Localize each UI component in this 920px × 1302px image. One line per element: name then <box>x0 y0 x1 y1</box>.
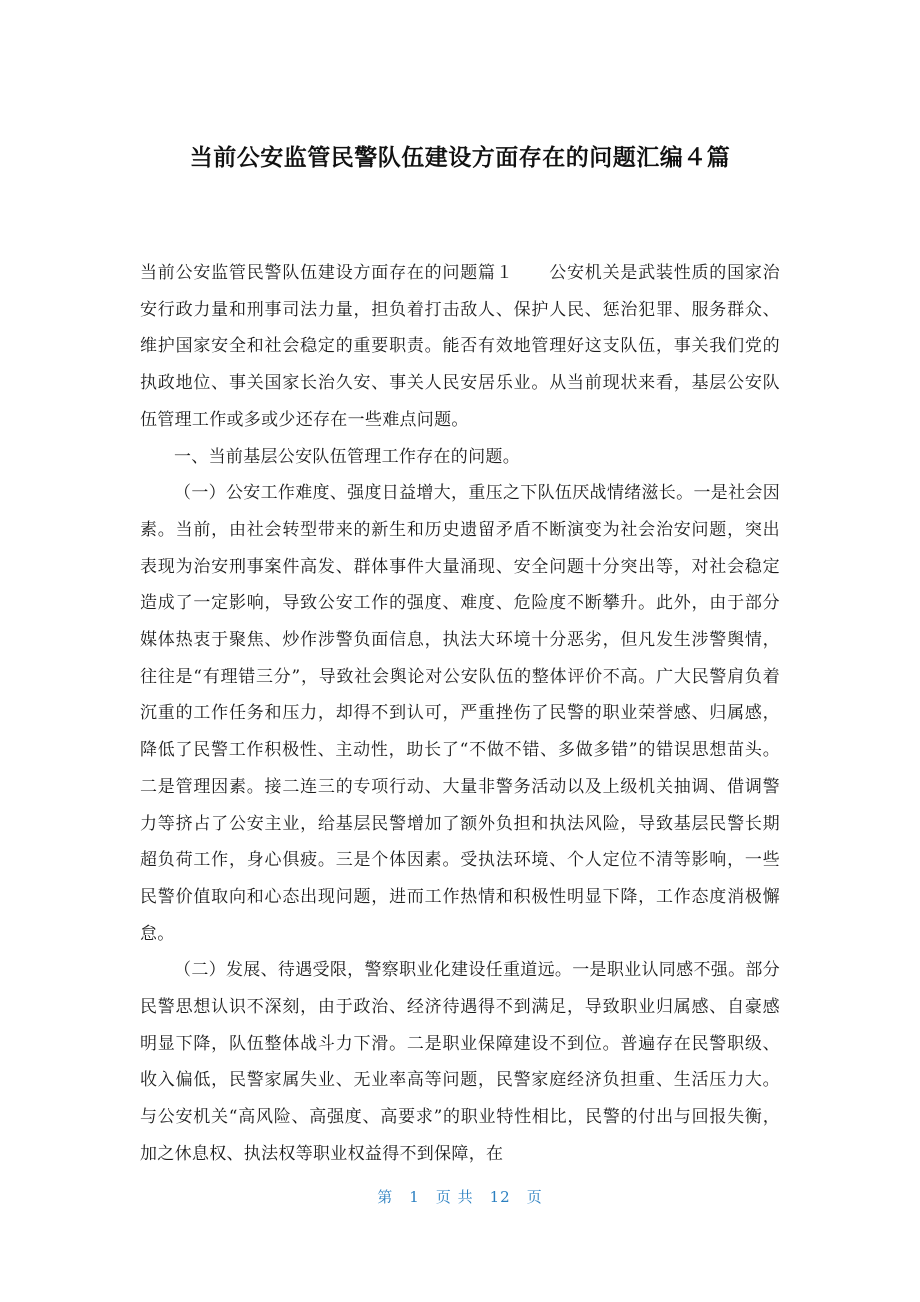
page-footer <box>0 1186 920 1207</box>
document-body <box>140 255 780 1173</box>
footer-current-page: 1 <box>409 1188 420 1206</box>
paragraph-point-one: （一）公安工作难度、强度日益增大，重压之下队伍厌战情绪滋长。一是社会因素。当前，由社会转型带来的新生和历史遗留矛盾不断演变为社会治安问题，突出表现为治安刑事案件高发、群体事件大量涌现、安全问题十分突出等，对社会稳定造成了一定影响，导致公安工作的强度、难度、危险度不断攀升。此外，由于部分媒体热衷于聚焦、炒作涉警负面信息，执法大环境十分恶劣，但凡发生涉警舆情，往往是“有理错三分”，导致社会舆论对公安队伍的整体评价不高。广大民警肩负着沉重的工作任务和压力，却得不到认可，严重挫伤了民警的职业荣誉感、归属感，降低了民警工作积极性、主动性，助长了“不做不错、多做多错”的错误思想苗头。二是管理因素。接二连三的专项行动、大量非警务活动以及上级机关抽调、借调警力等挤占了公安主业，给基层民警增加了额外负担和执法风险，导致基层民警长期超负荷工作，身心俱疲。三是个体因素。受执法环境、个人定位不清等影响，一些民警价值取向和心态出现问题，进而工作热情和积极性明显下降，工作态度消极懈怠。 <box>140 483 780 944</box>
paragraph-intro: 当前公安监管民警队伍建设方面存在的问题篇１ 公安机关是武装性质的国家治安行政力量和刑事司法力量，担负着打击敌人、保护人民、惩治犯罪、服务群众、维护国家安全和社会稳定的重要职责。能否有效地管理好这支队伍，事关我们党的执政地位、事关国家长治久安、事关人民安居乐业。从当前现状来看，基层公安队伍管理工作或多或少还存在一些难点问题。 <box>140 263 780 430</box>
footer-suffix: 页 <box>526 1188 543 1206</box>
footer-mid: 页 共 <box>435 1188 474 1206</box>
paragraph-point-two: （二）发展、待遇受限，警察职业化建设任重道远。一是职业认同感不强。部分民警思想认识不深刻，由于政治、经济待遇得不到满足，导致职业归属感、自豪感明显下降，队伍整体战斗力下滑。二是职业保障建设不到位。普遍存在民警职级、收入偏低，民警家属失业、无业率高等问题，民警家庭经济负担重、生活压力大。与公安机关“高风险、高强度、高要求”的职业特性相比，民警的付出与回报失衡，加之休息权、执法权等职业权益得不到保障，在 <box>140 960 780 1164</box>
paragraph-section-heading: 一、当前基层公安队伍管理工作存在的问题。 <box>174 446 520 467</box>
footer-prefix: 第 <box>377 1188 394 1206</box>
document-title: 当前公安监管民警队伍建设方面存在的问题汇编４篇 <box>189 145 731 171</box>
footer-total-pages: 12 <box>489 1188 511 1206</box>
